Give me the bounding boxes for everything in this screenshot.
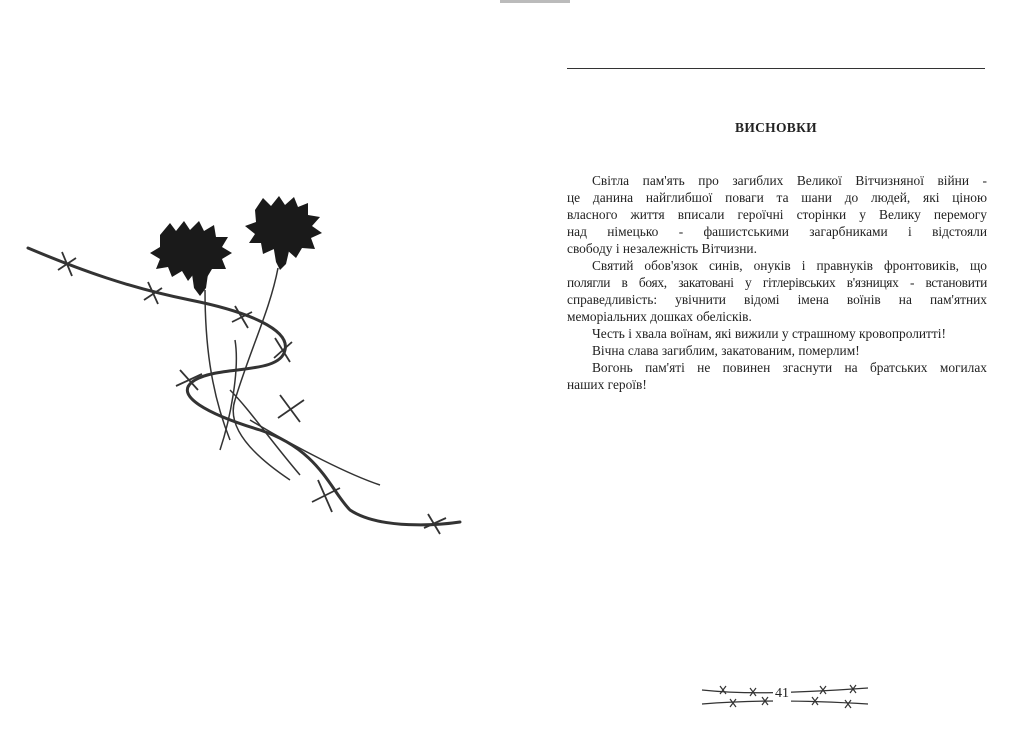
text-line: меморіальних дошках обелісків. [567, 309, 752, 324]
carnations-barbed-wire-illustration [20, 190, 470, 540]
page-number: 41 [775, 686, 789, 701]
text-line: полягли в боях, закатовані у гітлерівських в'язницях - встановити [567, 275, 987, 290]
text-line: наших героїв! [567, 377, 647, 392]
text-line: власного життя вписали героїчні сторінки у Велику перемогу [567, 207, 987, 222]
body-text [567, 172, 987, 393]
page-number-ornament [700, 682, 870, 712]
paragraph-4 [567, 342, 987, 359]
paragraph-5 [567, 359, 987, 393]
text-line: Святий обов'язок синів, онуків і правнуків фронтовиків, що [592, 258, 987, 273]
paragraph-3 [567, 325, 987, 342]
text-line: Честь і хвала воїнам, які вижили у страшному кровопролитті! [592, 326, 946, 341]
section-title: ВИСНОВКИ [735, 120, 817, 135]
text-line: Світла пам'ять про загиблих Великої Вітчизняної війни - [592, 173, 987, 188]
text-line: свободу і незалежність Вітчизни. [567, 241, 757, 256]
header-rule [567, 68, 985, 69]
text-line: справедливість: увічнити відомі імена воїнів на пам'ятних [567, 292, 987, 307]
text-line: це данина найглибшої поваги та шани до людей, які ціною [567, 190, 987, 205]
paragraph-1 [567, 172, 987, 257]
text-line: Вічна слава загиблим, закатованим, померлим! [592, 343, 860, 358]
paragraph-2 [567, 257, 987, 325]
scan-edge-shadow [500, 0, 570, 3]
text-line: Вогонь пам'яті не повинен згаснути на братських могилах [592, 360, 987, 375]
text-line: над німецько - фашистськими загарбниками і відстояли [567, 224, 987, 239]
